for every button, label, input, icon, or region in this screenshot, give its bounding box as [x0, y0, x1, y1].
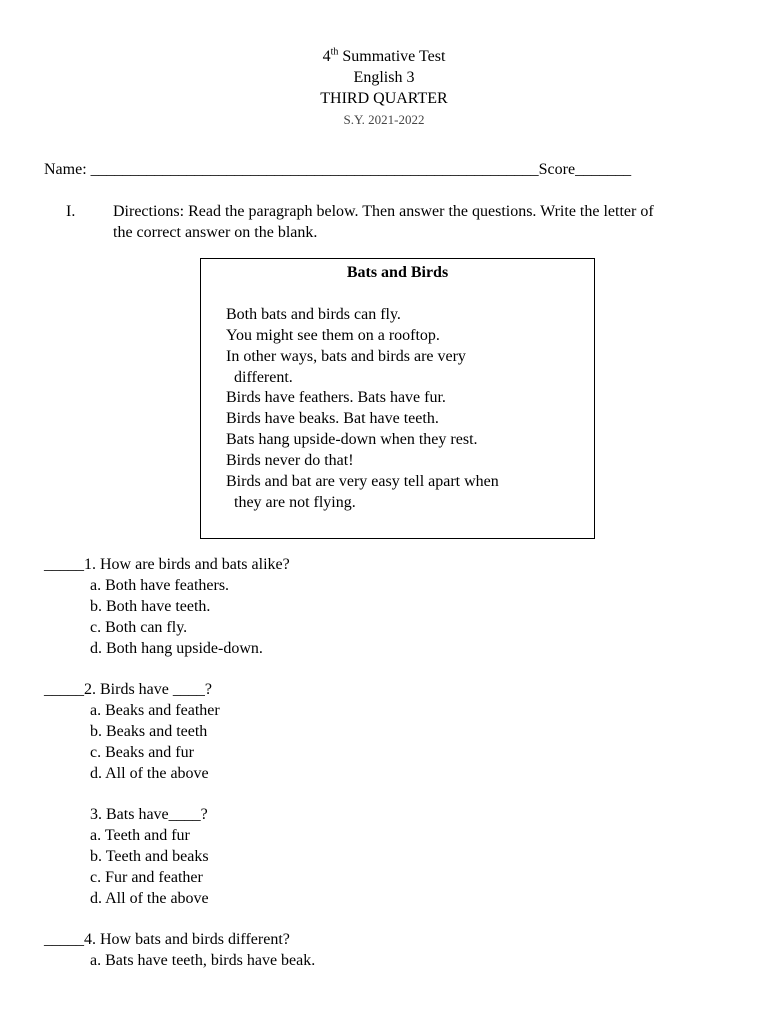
title-text: Summative Test — [338, 48, 446, 65]
passage-line: Birds have beaks. Bat have teeth. — [226, 410, 439, 427]
score-blank[interactable]: _______ — [575, 161, 632, 178]
score-label: Score — [538, 161, 576, 178]
passage-line: You might see them on a rooftop. — [226, 327, 440, 344]
question-4-option-a: a. Bats have teeth, birds have beak. — [90, 952, 316, 969]
passage-title: Bats and Birds — [346, 264, 449, 281]
question-2-option-d: d. All of the above — [90, 765, 209, 782]
question-3-option-b: b. Teeth and beaks — [90, 848, 209, 865]
name-label: Name: — [44, 161, 91, 178]
question-2-stem: _____2. Birds have ____? — [44, 681, 212, 698]
section-numeral: I. — [66, 203, 76, 220]
passage-box — [200, 258, 595, 539]
name-score-line — [44, 160, 631, 180]
name-blank[interactable]: ________________________________________________________ — [90, 161, 539, 178]
quarter-line: THIRD QUARTER — [320, 90, 448, 107]
question-4-stem: _____4. How bats and birds different? — [44, 931, 290, 948]
question-2-option-b: b. Beaks and teeth — [90, 723, 208, 740]
question-1-option-a: a. Both have feathers. — [90, 577, 230, 594]
question-2-option-a: a. Beaks and feather — [90, 702, 220, 719]
question-2-option-c: c. Beaks and fur — [90, 744, 194, 761]
title-ordinal-suffix: th — [330, 46, 339, 58]
passage-line: Bats hang upside-down when they rest. — [226, 431, 478, 448]
passage-line: Both bats and birds can fly. — [226, 306, 401, 323]
passage-line: Birds and bat are very easy tell apart when — [226, 473, 499, 490]
title-ordinal: 4 — [322, 48, 331, 65]
passage-line: they are not flying. — [234, 494, 356, 511]
question-3-option-c: c. Fur and feather — [90, 869, 203, 886]
question-1-option-c: c. Both can fly. — [90, 619, 188, 636]
passage-line: Birds have feathers. Bats have fur. — [226, 389, 446, 406]
school-year-line: S.Y. 2021-2022 — [343, 112, 425, 127]
directions-line-1: Directions: Read the paragraph below. Then answer the questions. Write the letter of — [113, 203, 654, 220]
directions-line-2: the correct answer on the blank. — [113, 224, 318, 241]
subject-line: English 3 — [353, 69, 415, 86]
test-title — [0, 47, 768, 67]
passage-line: different. — [234, 369, 293, 386]
question-3-option-d: d. All of the above — [90, 890, 209, 907]
question-3-option-a: a. Teeth and fur — [90, 827, 190, 844]
question-1-stem: _____1. How are birds and bats alike? — [44, 556, 290, 573]
passage-line: Birds never do that! — [226, 452, 354, 469]
question-1-option-b: b. Both have teeth. — [90, 598, 211, 615]
question-1-option-d: d. Both hang upside-down. — [90, 640, 263, 657]
question-3-stem: 3. Bats have____? — [90, 806, 208, 823]
passage-line: In other ways, bats and birds are very — [226, 348, 466, 365]
